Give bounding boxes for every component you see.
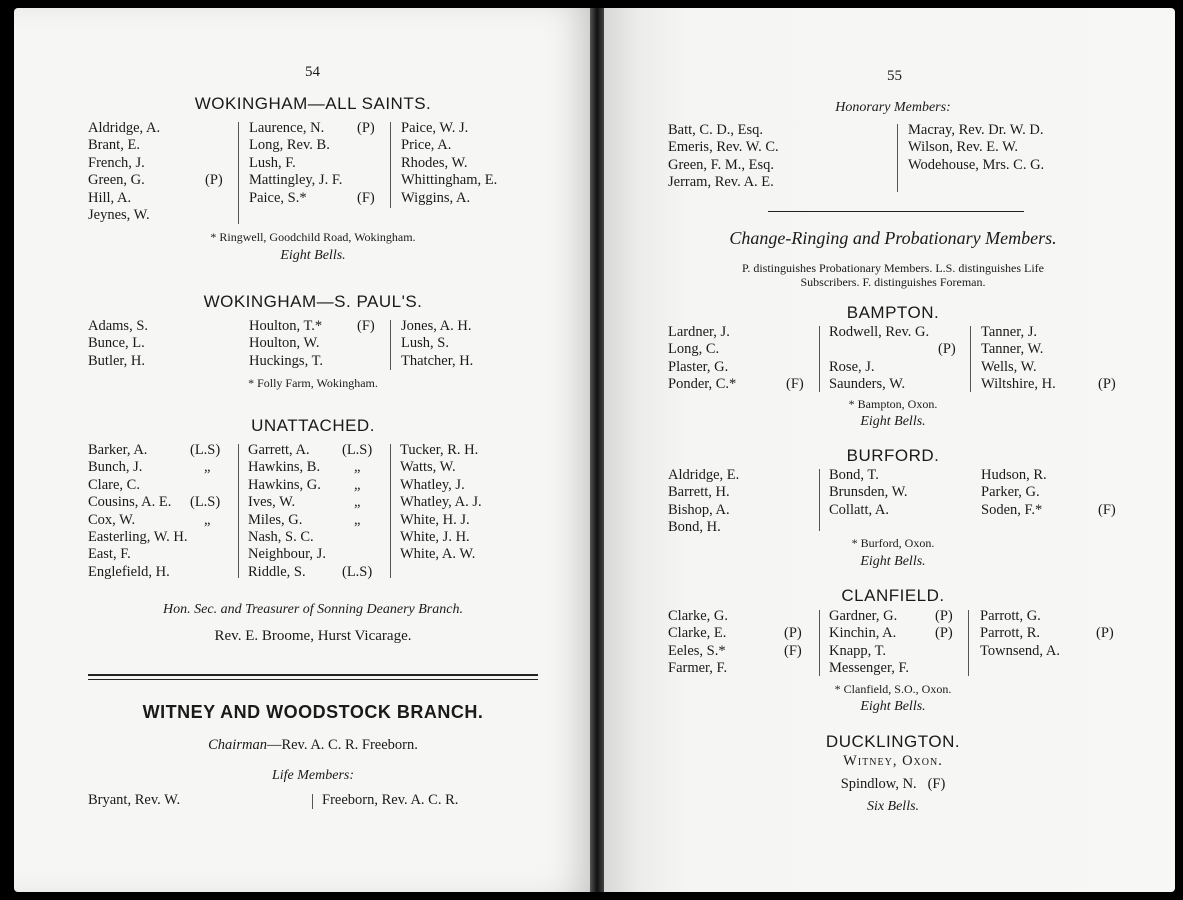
member-tag — [190, 564, 220, 581]
list-item: Whatley, J. — [400, 476, 465, 493]
list-item: Wodehouse, Mrs. C. G. — [908, 156, 1045, 173]
bampton-col3 — [981, 324, 1056, 394]
member-tag — [342, 546, 372, 563]
list-item: Paice, W. J. — [401, 120, 469, 136]
list-item: Cox, W. — [88, 511, 136, 528]
column-divider — [819, 326, 820, 392]
list-item: Mattingley, J. F. — [249, 172, 343, 189]
list-item: Brunsden, W. — [829, 484, 908, 501]
list-item: Collatt, A. — [829, 501, 890, 518]
hon-col2 — [908, 122, 1044, 174]
member-tag: (P) — [784, 625, 802, 642]
list-item: Aldridge, A. — [88, 120, 161, 136]
list-item: Wilson, Rev. E. W. — [908, 139, 1019, 156]
list-item: Long, Rev. B. — [249, 137, 330, 154]
list-item: Lush, S. — [401, 335, 449, 352]
member-tag — [205, 120, 223, 137]
clanfield-col3 — [980, 608, 1060, 660]
honorary-heading: Honorary Members: — [835, 100, 951, 115]
member-tag — [1098, 359, 1116, 376]
double-rule-bottom — [88, 679, 538, 680]
hon-sec-text: Rev. E. Broome, Hurst Vicarage. — [214, 628, 412, 644]
list-item: Kinchin, A. — [829, 625, 897, 642]
list-item: Hill, A. — [88, 189, 132, 206]
list-item: White, A. W. — [400, 546, 476, 563]
column-divider — [968, 610, 969, 676]
member-tag — [1098, 341, 1116, 358]
double-rule-top — [88, 674, 538, 676]
burford-col3-tags — [1098, 467, 1116, 519]
list-item: Houlton, W. — [249, 335, 320, 352]
hon-sec-heading: Hon. Sec. and Treasurer of Sonning Deanery Branch. — [163, 602, 463, 617]
hon-col1 — [668, 122, 779, 192]
ducklington-place: Witney, Oxon. — [843, 753, 943, 769]
member-tag — [342, 529, 372, 546]
list-item: Barrett, H. — [668, 484, 730, 501]
member-tag — [357, 155, 375, 172]
list-item: Rhodes, W. — [401, 154, 468, 171]
section-title-bampton: BAMPTON. — [846, 303, 940, 322]
member-tag — [786, 324, 804, 341]
life-col2 — [322, 792, 458, 809]
column-divider — [238, 122, 239, 224]
member-tag — [938, 324, 956, 341]
member-tag: (L.S) — [190, 494, 221, 511]
member-tag — [357, 353, 375, 370]
member-tag: (F) — [786, 376, 804, 393]
legend-line-2: Subscribers. F. distinguishes Foreman. — [800, 275, 986, 289]
member-tag — [205, 155, 223, 172]
clanfield-col3-tags — [1096, 608, 1114, 660]
list-item: Adams, S. — [88, 318, 149, 334]
bells-note: Eight Bells. — [280, 248, 346, 263]
wp-col2 — [249, 318, 323, 370]
wa-col1-tags — [205, 120, 223, 224]
column-divider — [897, 124, 898, 192]
list-item: Easterling, W. H. — [88, 528, 188, 545]
list-item: Jones, A. H. — [401, 318, 472, 334]
wp-col1 — [88, 318, 148, 370]
list-item: White, H. J. — [400, 511, 470, 528]
life-members-heading: Life Members: — [271, 768, 355, 783]
footnote-burford: * Burford, Oxon. — [851, 536, 935, 550]
member-tag: „ — [204, 511, 211, 528]
member-tag: „ — [354, 476, 361, 493]
bells-note: Eight Bells. — [860, 414, 926, 429]
list-item: Hudson, R. — [981, 467, 1047, 483]
clanfield-col2-tags — [935, 608, 953, 678]
list-item: Clare, C. — [88, 476, 140, 493]
list-item: Wells, W. — [981, 358, 1037, 375]
section-title-unattached: UNATTACHED. — [251, 416, 375, 435]
wa-col2 — [249, 120, 342, 207]
member-tag: (L.S) — [190, 442, 221, 458]
list-item: Parrott, G. — [980, 608, 1041, 624]
list-item: Nash, S. C. — [248, 528, 314, 545]
section-title-wokingham-s-pauls: WOKINGHAM—S. PAUL'S. — [203, 292, 423, 311]
list-item: Butler, H. — [88, 352, 146, 369]
wa-col1 — [88, 120, 160, 224]
list-item: White, J. H. — [400, 528, 470, 545]
bampton-col1 — [668, 324, 736, 394]
list-item: Knapp, T. — [829, 642, 887, 659]
section-title-wokingham-all-saints: WOKINGHAM—ALL SAINTS. — [194, 94, 432, 113]
list-item: Neighbour, J. — [248, 546, 326, 563]
section-title-ducklington: DUCKLINGTON. — [825, 732, 961, 751]
list-item: Lardner, J. — [668, 324, 730, 340]
member-tag — [786, 359, 804, 376]
list-item: Long, C. — [668, 341, 720, 358]
member-tag: (P) — [935, 625, 953, 642]
un-col3 — [400, 442, 482, 564]
un-col1-tags — [190, 442, 220, 581]
member-tag: „ — [354, 511, 361, 528]
member-tag: (L.S) — [342, 563, 373, 580]
member-tag: „ — [204, 459, 211, 476]
member-tag: (F) — [1098, 501, 1116, 518]
bells-note: Eight Bells. — [860, 699, 926, 714]
wp-col2-tags — [357, 318, 375, 370]
page-number-right: 55 — [887, 68, 902, 84]
column-divider — [819, 469, 820, 531]
list-item: Whatley, A. J. — [400, 494, 482, 511]
list-item: Watts, W. — [400, 459, 456, 476]
wa-col2-tags — [357, 120, 375, 207]
member-tag — [1096, 643, 1114, 660]
footnote-clanfield: * Clanfield, S.O., Oxon. — [834, 682, 952, 696]
life-col1 — [88, 792, 180, 809]
member-tag: (P) — [1096, 625, 1114, 642]
member-tag: (L.S) — [342, 442, 373, 458]
member-tag: (F) — [357, 318, 375, 334]
list-item: Rose, J. — [829, 358, 875, 375]
member-tag — [205, 207, 223, 224]
ducklington-member-line — [668, 776, 1118, 793]
list-item: Aldridge, E. — [668, 467, 740, 483]
list-item: Emeris, Rev. W. C. — [668, 139, 779, 156]
bampton-col1-tags — [786, 324, 804, 394]
column-divider — [390, 320, 391, 370]
column-divider — [238, 444, 239, 578]
member-tag — [1098, 484, 1116, 501]
bells-note: Six Bells. — [866, 799, 920, 814]
list-item — [829, 341, 929, 358]
member-tag: (P) — [938, 341, 956, 358]
bampton-col2-tags — [938, 324, 956, 394]
member-tag — [357, 172, 375, 189]
list-item: Parrott, R. — [980, 625, 1041, 642]
list-item: Freeborn, Rev. A. C. R. — [322, 792, 459, 808]
footnote-folly-farm: * Folly Farm, Wokingham. — [248, 376, 378, 390]
page-number-left: 54 — [305, 64, 320, 80]
member-tag: (F) — [927, 776, 946, 792]
list-item: Thatcher, H. — [401, 352, 474, 369]
member-tag: (P) — [935, 608, 953, 624]
member-tag: „ — [354, 459, 361, 476]
member-tag: (P) — [357, 120, 375, 136]
bampton-col2 — [829, 324, 929, 394]
member-tag — [205, 190, 223, 207]
list-item: Bishop, A. — [668, 501, 730, 518]
list-item: Ives, W. — [248, 494, 296, 511]
un-col2 — [248, 442, 326, 581]
member-tag — [938, 359, 956, 376]
un-col1 — [88, 442, 187, 581]
member-tag — [190, 477, 220, 494]
burford-col3 — [981, 467, 1047, 519]
member-tag: (P) — [1098, 376, 1116, 393]
member-tag — [357, 335, 375, 352]
list-item: Jeynes, W. — [88, 206, 150, 223]
book-gutter — [590, 8, 604, 892]
list-item: Green, F. M., Esq. — [668, 156, 774, 173]
list-item: Whittingham, E. — [401, 172, 498, 189]
section-rule — [768, 211, 1024, 212]
member-tag — [190, 529, 220, 546]
list-item: Clarke, E. — [668, 625, 727, 642]
list-item: Bond, H. — [668, 519, 721, 536]
list-item: Houlton, T.* — [249, 318, 323, 334]
footnote-ringwell: * Ringwell, Goodchild Road, Wokingham. — [210, 230, 416, 244]
list-item: Tanner, J. — [981, 324, 1037, 340]
list-item: Lush, F. — [249, 154, 296, 171]
member-tag — [205, 137, 223, 154]
burford-col2 — [829, 467, 908, 519]
section-title-clanfield: CLANFIELD. — [841, 586, 945, 605]
list-item: Miles, G. — [248, 511, 303, 528]
member-tag — [190, 546, 220, 563]
list-item: Hawkins, G. — [248, 476, 321, 493]
footnote-bampton: * Bampton, Oxon. — [848, 397, 938, 411]
list-item: Riddle, S. — [248, 563, 306, 580]
wa-col3 — [401, 120, 497, 207]
list-item: Tucker, R. H. — [400, 442, 479, 458]
list-item: Clarke, G. — [668, 608, 728, 624]
un-col2-tags — [342, 442, 372, 581]
list-item: Jerram, Rev. A. E. — [668, 174, 774, 191]
list-item: Farmer, F. — [668, 660, 728, 677]
list-item: Townsend, A. — [980, 642, 1060, 659]
list-item: Rodwell, Rev. G. — [829, 324, 930, 340]
member-tag — [935, 660, 953, 677]
list-item: East, F. — [88, 546, 131, 563]
list-item: Price, A. — [401, 137, 452, 154]
member-tag — [1098, 467, 1116, 484]
list-item: Wiggins, A. — [401, 189, 471, 206]
clanfield-col2 — [829, 608, 909, 678]
list-item: Parker, G. — [981, 484, 1040, 501]
column-divider — [312, 794, 313, 809]
list-item: Laurence, N. — [249, 120, 325, 136]
list-item: Plaster, G. — [668, 358, 729, 375]
hon-sec-name — [88, 628, 538, 645]
member-tag — [1098, 324, 1116, 341]
member-tag: (F) — [784, 642, 802, 659]
member-tag — [784, 608, 802, 625]
list-item: Messenger, F. — [829, 660, 910, 677]
wp-col3 — [401, 318, 473, 370]
column-divider — [390, 444, 391, 578]
list-item: Garrett, A. — [248, 442, 310, 458]
list-item: Hawkins, B. — [248, 459, 321, 476]
bampton-col3-tags — [1098, 324, 1116, 394]
list-item: Bunce, L. — [88, 335, 145, 352]
member-tag — [1096, 608, 1114, 625]
list-item: Ponder, C.* — [668, 376, 737, 393]
legend-line-1: P. distinguishes Probationary Members. L.S. distinguishes Life — [742, 261, 1044, 275]
list-item: Englefield, H. — [88, 563, 170, 580]
list-item: Gardner, G. — [829, 608, 898, 624]
member-tag: (P) — [205, 172, 223, 189]
list-item: Green, G. — [88, 172, 145, 189]
chairman-label: Chairman — [208, 737, 267, 753]
list-item: Bunch, J. — [88, 459, 143, 476]
list-item: Tanner, W. — [981, 341, 1044, 358]
branch-title: WITNEY AND WOODSTOCK BRANCH. — [142, 702, 484, 722]
list-item: Spindlow, N. — [840, 776, 917, 792]
member-tag — [938, 376, 956, 393]
member-tag: „ — [354, 494, 361, 511]
list-item: Bond, T. — [829, 467, 879, 483]
burford-col1 — [668, 467, 739, 537]
list-item: Eeles, S.* — [668, 642, 726, 659]
column-divider — [819, 610, 820, 676]
member-tag: (F) — [357, 189, 375, 206]
list-item: Cousins, A. E. — [88, 494, 172, 511]
list-item: Huckings, T. — [249, 352, 323, 369]
clanfield-col1-tags — [784, 608, 802, 678]
change-ringing-heading: Change-Ringing and Probationary Members. — [729, 228, 1057, 248]
list-item: French, J. — [88, 154, 145, 171]
list-item: Soden, F.* — [981, 501, 1043, 518]
list-item: Bryant, Rev. W. — [88, 792, 181, 808]
member-tag — [935, 643, 953, 660]
list-item: Brant, E. — [88, 137, 140, 154]
member-tag — [786, 341, 804, 358]
list-item: Saunders, W. — [829, 376, 906, 393]
chairman-line — [88, 737, 538, 754]
chairman-name: —Rev. A. C. R. Freeborn. — [266, 737, 418, 753]
list-item: Wiltshire, H. — [981, 376, 1056, 393]
list-item: Barker, A. — [88, 442, 148, 458]
list-item: Paice, S.* — [249, 189, 307, 206]
list-item: Macray, Rev. Dr. W. D. — [908, 122, 1044, 138]
member-tag — [357, 137, 375, 154]
member-tag — [784, 660, 802, 677]
column-divider — [390, 122, 391, 208]
bells-note: Eight Bells. — [860, 554, 926, 569]
clanfield-col1 — [668, 608, 728, 678]
section-title-burford: BURFORD. — [846, 446, 940, 465]
column-divider — [970, 326, 971, 392]
list-item: Batt, C. D., Esq. — [668, 122, 764, 138]
